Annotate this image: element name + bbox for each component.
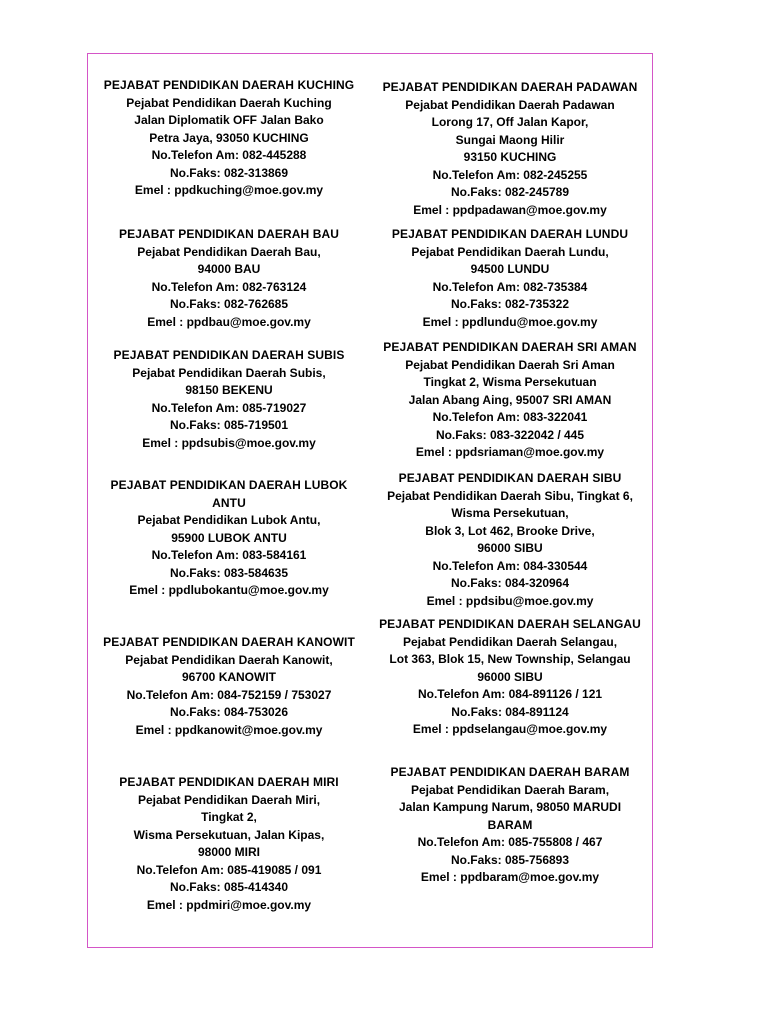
office-line: Sungai Maong Hilir [455, 132, 565, 147]
office-fax: No.Faks: 083-584635 [169, 565, 289, 580]
office-email: Emel : ppdpadawan@moe.gov.my [413, 202, 607, 217]
office-title: PEJABAT PENDIDIKAN DAERAH BARAM [390, 765, 630, 779]
office-phone: No.Telefon Am: 082-245255 [432, 167, 588, 182]
office-line: Pejabat Pendidikan Daerah Baram, [410, 782, 610, 797]
office-block-sibu [370, 470, 650, 610]
office-line: Pejabat Pendidikan Daerah Bau, [137, 244, 321, 259]
office-phone: No.Telefon Am: 085-755808 / 467 [417, 835, 603, 849]
office-line: 93150 KUCHING [463, 150, 557, 164]
office-line: Jalan Diplomatik OFF Jalan Bako [134, 113, 324, 127]
office-line: 96000 SIBU [477, 541, 543, 555]
office-fax: No.Faks: 084-891124 [451, 704, 569, 719]
office-title: PEJABAT PENDIDIKAN DAERAH LUNDU [391, 227, 629, 241]
office-line: 95900 LUBOK ANTU [171, 530, 287, 545]
office-line: BARAM [487, 817, 533, 832]
office-line: Pejabat Pendidikan Daerah Sri Aman [405, 357, 615, 372]
office-phone: No.Telefon Am: 082-735384 [432, 279, 588, 294]
office-title-continued: ANTU [212, 495, 246, 510]
office-fax: No.Faks: 085-414340 [169, 880, 289, 894]
office-title: PEJABAT PENDIDIKAN DAERAH SUBIS [113, 348, 345, 362]
office-email: Emel : ppdlubokantu@moe.gov.my [129, 583, 329, 597]
office-block-bau [92, 226, 366, 331]
office-line: Tingkat 2, Wisma Persekutuan [423, 375, 597, 389]
office-phone: No.Telefon Am: 085-419085 / 091 [136, 862, 322, 877]
office-line: Pejabat Pendidikan Daerah Kanowit, [125, 652, 333, 667]
office-fax: No.Faks: 083-322042 / 445 [435, 427, 585, 442]
office-email: Emel : ppdlundu@moe.gov.my [422, 314, 598, 329]
office-line: Pejabat Pendidikan Daerah Kuching [126, 95, 332, 110]
office-title: PEJABAT PENDIDIKAN DAERAH KUCHING [103, 78, 355, 92]
office-line: Pejabat Pendidikan Daerah Padawan [405, 97, 615, 112]
office-block-miri [92, 774, 366, 914]
office-email: Emel : ppdsibu@moe.gov.my [426, 593, 594, 608]
office-line: Pejabat Pendidikan Daerah Miri, [137, 792, 321, 807]
office-phone: No.Telefon Am: 084-891126 / 121 [417, 687, 603, 701]
office-title: PEJABAT PENDIDIKAN DAERAH SRI AMAN [383, 340, 637, 354]
office-email: Emel : ppdbaram@moe.gov.my [420, 870, 600, 884]
office-title: PEJABAT PENDIDIKAN DAERAH MIRI [119, 775, 339, 789]
office-title: PEJABAT PENDIDIKAN DAERAH KANOWIT [103, 635, 355, 649]
office-email: Emel : ppdkanowit@moe.gov.my [135, 722, 323, 737]
office-line: Tingkat 2, [201, 810, 257, 824]
office-line: Lot 363, Blok 15, New Township, Selangau [389, 652, 631, 666]
office-line: Jalan Kampung Narum, 98050 MARUDI [398, 800, 622, 814]
office-title: PEJABAT PENDIDIKAN DAERAH SELANGAU [379, 617, 641, 631]
office-line: 98150 BEKENU [185, 383, 273, 397]
office-block-sri-aman [370, 339, 650, 462]
office-title: PEJABAT PENDIDIKAN DAERAH SIBU [398, 471, 622, 485]
office-email: Emel : ppdselangau@moe.gov.my [412, 722, 608, 736]
office-line: 94000 BAU [197, 262, 261, 276]
office-block-lundu [370, 226, 650, 331]
office-email: Emel : ppdmiri@moe.gov.my [146, 897, 312, 912]
office-fax: No.Faks: 082-245789 [450, 185, 570, 199]
office-email: Emel : ppdkuching@moe.gov.my [134, 183, 324, 197]
office-fax: No.Faks: 085-756893 [450, 852, 570, 867]
office-line: Jalan Abang Aing, 95007 SRI AMAN [408, 392, 612, 407]
office-block-lubok-antu [92, 477, 366, 600]
office-line: Pejabat Pendidikan Daerah Sibu, Tingkat 6, [387, 488, 633, 503]
office-block-baram [370, 764, 650, 887]
office-line: 94500 LUNDU [470, 262, 550, 276]
office-phone: No.Telefon Am: 082-763124 [151, 279, 307, 294]
office-line: Lorong 17, Off Jalan Kapor, [431, 115, 589, 129]
office-line: Pejabat Pendidikan Daerah Subis, [132, 365, 326, 380]
office-block-kanowit [92, 634, 366, 739]
office-line: 96700 KANOWIT [181, 670, 277, 684]
office-fax: No.Faks: 084-320964 [450, 576, 570, 590]
office-phone: No.Telefon Am: 082-445288 [151, 148, 307, 162]
office-phone: No.Telefon Am: 084-330544 [432, 558, 588, 573]
office-title: PEJABAT PENDIDIKAN DAERAH LUBOK [110, 478, 348, 492]
office-block-subis [92, 347, 366, 452]
office-fax: No.Faks: 082-735322 [450, 297, 570, 311]
office-phone: No.Telefon Am: 085-719027 [151, 400, 307, 415]
office-phone: No.Telefon Am: 084-752159 / 753027 [126, 687, 332, 702]
office-fax: No.Faks: 082-313869 [169, 165, 289, 180]
office-line: Pejabat Pendidikan Lubok Antu, [137, 513, 321, 527]
office-line: Pejabat Pendidikan Daerah Lundu, [411, 244, 609, 259]
office-title: PEJABAT PENDIDIKAN DAERAH PADAWAN [382, 80, 638, 94]
office-line: Blok 3, Lot 462, Brooke Drive, [425, 523, 595, 538]
office-email: Emel : ppdsubis@moe.gov.my [142, 435, 316, 450]
office-phone: No.Telefon Am: 083-322041 [432, 410, 588, 424]
office-block-padawan [370, 79, 650, 219]
office-line: 98000 MIRI [197, 845, 261, 859]
office-email: Emel : ppdsriaman@moe.gov.my [415, 445, 605, 459]
office-line: 96000 SIBU [477, 669, 543, 684]
office-block-kuching [92, 77, 366, 200]
office-line: Pejabat Pendidikan Daerah Selangau, [402, 634, 618, 649]
office-line: Wisma Persekutuan, [451, 506, 569, 520]
office-email: Emel : ppdbau@moe.gov.my [147, 314, 311, 329]
office-line: Wisma Persekutuan, Jalan Kipas, [133, 827, 325, 842]
office-fax: No.Faks: 084-753026 [169, 705, 289, 719]
office-phone: No.Telefon Am: 083-584161 [151, 548, 307, 562]
office-fax: No.Faks: 082-762685 [169, 297, 289, 311]
office-title: PEJABAT PENDIDIKAN DAERAH BAU [118, 227, 340, 241]
office-line: Petra Jaya, 93050 KUCHING [149, 130, 309, 145]
office-fax: No.Faks: 085-719501 [169, 418, 289, 432]
office-block-selangau [370, 616, 650, 739]
